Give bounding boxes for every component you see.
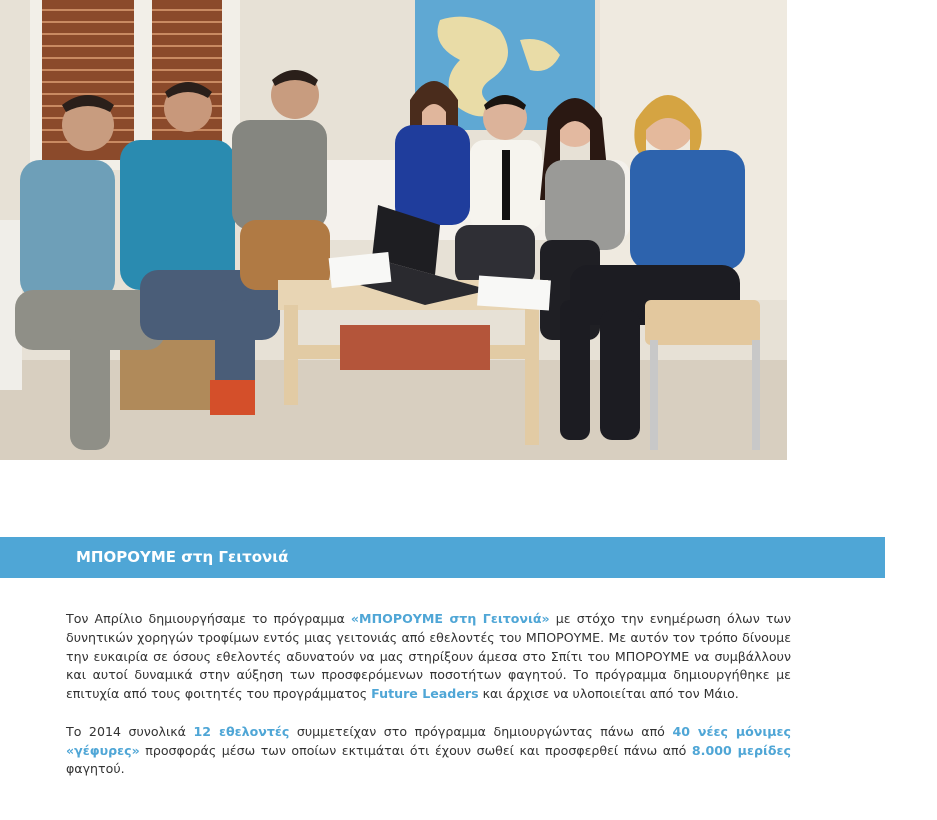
section-header-bar <box>0 537 885 578</box>
future-leaders-highlight: Future Leaders <box>371 686 479 702</box>
paragraph2-text-3: προσφοράς μέσω των οποίων εκτιμάται ότι έχουν σωθεί και προσφερθεί πάνω από <box>139 742 692 758</box>
program-name-highlight: «ΜΠΟΡΟΥΜΕ στη Γειτονιά» <box>350 611 550 626</box>
portions-count-highlight: 8.000 μερίδες <box>691 742 792 758</box>
section-title: ΜΠΟΡΟΥΜΕ στη Γειτονιά <box>76 548 289 566</box>
group-photo <box>0 0 787 460</box>
paragraph1-text-2: με στόχο την ενημέρωση όλων των δυνητικών χορηγών τροφίμων εντός μιας γειτονιάς από εθελοντές του ΜΠΟΡΟΥΜΕ. Με αυτόν τον τρόπο δίνουμε την ευκαιρία σε όσους εθελοντές αδυνατούν να μας στηρίξουν άμεσα στο Σπίτι του ΜΠΟΡΟΥΜΕ να συμβάλλουν και αυτοί δυναμικά στην αύξηση των προσφερόμενων ποσοτήτων φαγητού. Το πρόγραμμα δημιουργήθηκε με επιτυχία από τους φοιτητές του προγράμματος <box>66 611 791 702</box>
paragraph-2014-results <box>66 723 791 779</box>
paragraph2-text-1: Το 2014 συνολικά <box>66 723 194 739</box>
body-text <box>66 610 791 798</box>
paragraph-program-description <box>66 610 791 704</box>
paragraph2-text-4: φαγητού. <box>66 761 125 777</box>
paragraph1-text-3: και άρχισε να υλοποιείται από τον Μάιο. <box>478 686 739 702</box>
volunteers-count-highlight: 12 εθελοντές <box>193 723 290 739</box>
paragraph2-text-2: συμμετείχαν στο πρόγραμμα δημιουργώντας πάνω από <box>289 723 673 739</box>
paragraph1-text-1: Τον Απρίλιο δημιουργήσαμε το πρόγραμμα <box>66 611 351 626</box>
bridges-count-highlight: 40 νέες μόνιμες «γέφυρες» <box>66 723 792 758</box>
